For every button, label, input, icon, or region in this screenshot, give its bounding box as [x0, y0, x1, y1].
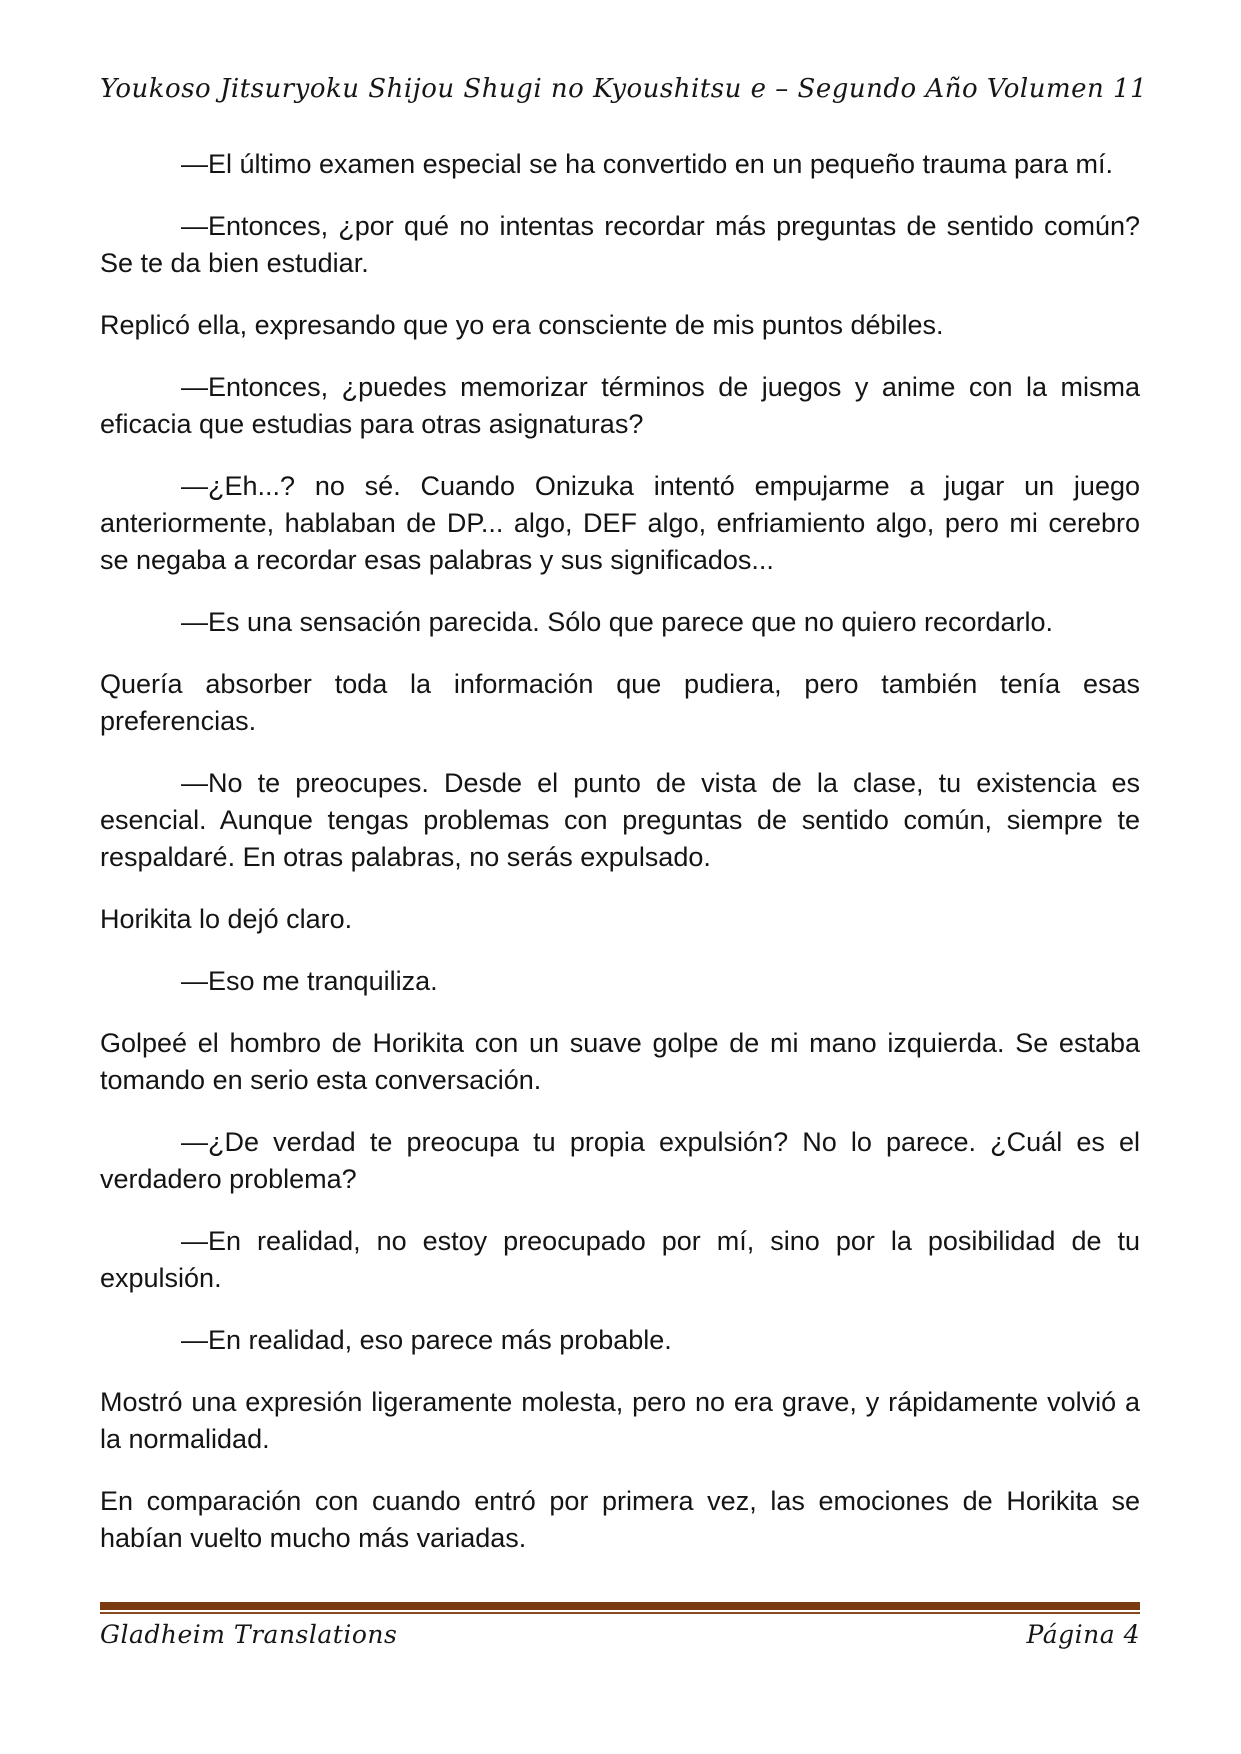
- paragraph: —¿De verdad te preocupa tu propia expulsión? No lo parece. ¿Cuál es el verdadero problema?: [100, 1127, 1140, 1194]
- paragraph: —Eso me tranquiliza.: [181, 966, 438, 996]
- paragraph: —Es una sensación parecida. Sólo que parece que no quiero recordarlo.: [181, 607, 1054, 637]
- page-footer: [100, 1620, 1140, 1649]
- page-body: [100, 146, 1140, 1582]
- paragraph: Quería absorber toda la información que pudiera, pero también tenía esas preferencias.: [100, 669, 1140, 736]
- footer-divider-thin-line: [100, 1612, 1140, 1614]
- paragraph: Horikita lo dejó claro.: [100, 904, 353, 934]
- footer-divider: [100, 1602, 1140, 1614]
- footer-divider-thick-line: [100, 1602, 1140, 1610]
- paragraph: —En realidad, no estoy preocupado por mí, sino por la posibilidad de tu expulsión.: [100, 1226, 1140, 1293]
- footer-page-number: Página 4: [1026, 1620, 1140, 1649]
- paragraph: Golpeé el hombro de Horikita con un suave golpe de mi mano izquierda. Se estaba tomando en serio esta conversación.: [100, 1028, 1140, 1095]
- paragraph: —En realidad, eso parece más probable.: [181, 1325, 672, 1355]
- paragraph: —El último examen especial se ha convertido en un pequeño trauma para mí.: [181, 149, 1114, 179]
- paragraph: —¿Eh...? no sé. Cuando Onizuka intentó empujarme a jugar un juego anteriormente, hablaban de DP... algo, DEF algo, enfriamiento algo, pero mi cerebro se negaba a recordar esas palabras y sus significados...: [100, 471, 1140, 575]
- footer-translator-credit: Gladheim Translations: [100, 1620, 398, 1649]
- paragraph: —No te preocupes. Desde el punto de vista de la clase, tu existencia es esencial. Aunque tengas problemas con preguntas de sentido común, siempre te respaldaré. En otras palabras, no serás expulsado.: [100, 768, 1140, 872]
- paragraph: En comparación con cuando entró por primera vez, las emociones de Horikita se habían vuelto mucho más variadas.: [100, 1486, 1140, 1553]
- paragraph: —Entonces, ¿por qué no intentas recordar más preguntas de sentido común? Se te da bien estudiar.: [100, 211, 1140, 278]
- paragraph: —Entonces, ¿puedes memorizar términos de juegos y anime con la misma eficacia que estudias para otras asignaturas?: [100, 372, 1140, 439]
- page-header-title: Youkoso Jitsuryoku Shijou Shugi no Kyoushitsu e – Segundo Año Volumen 11: [100, 74, 1148, 104]
- paragraph: Mostró una expresión ligeramente molesta, pero no era grave, y rápidamente volvió a la normalidad.: [100, 1387, 1140, 1454]
- paragraph: Replicó ella, expresando que yo era consciente de mis puntos débiles.: [100, 310, 944, 340]
